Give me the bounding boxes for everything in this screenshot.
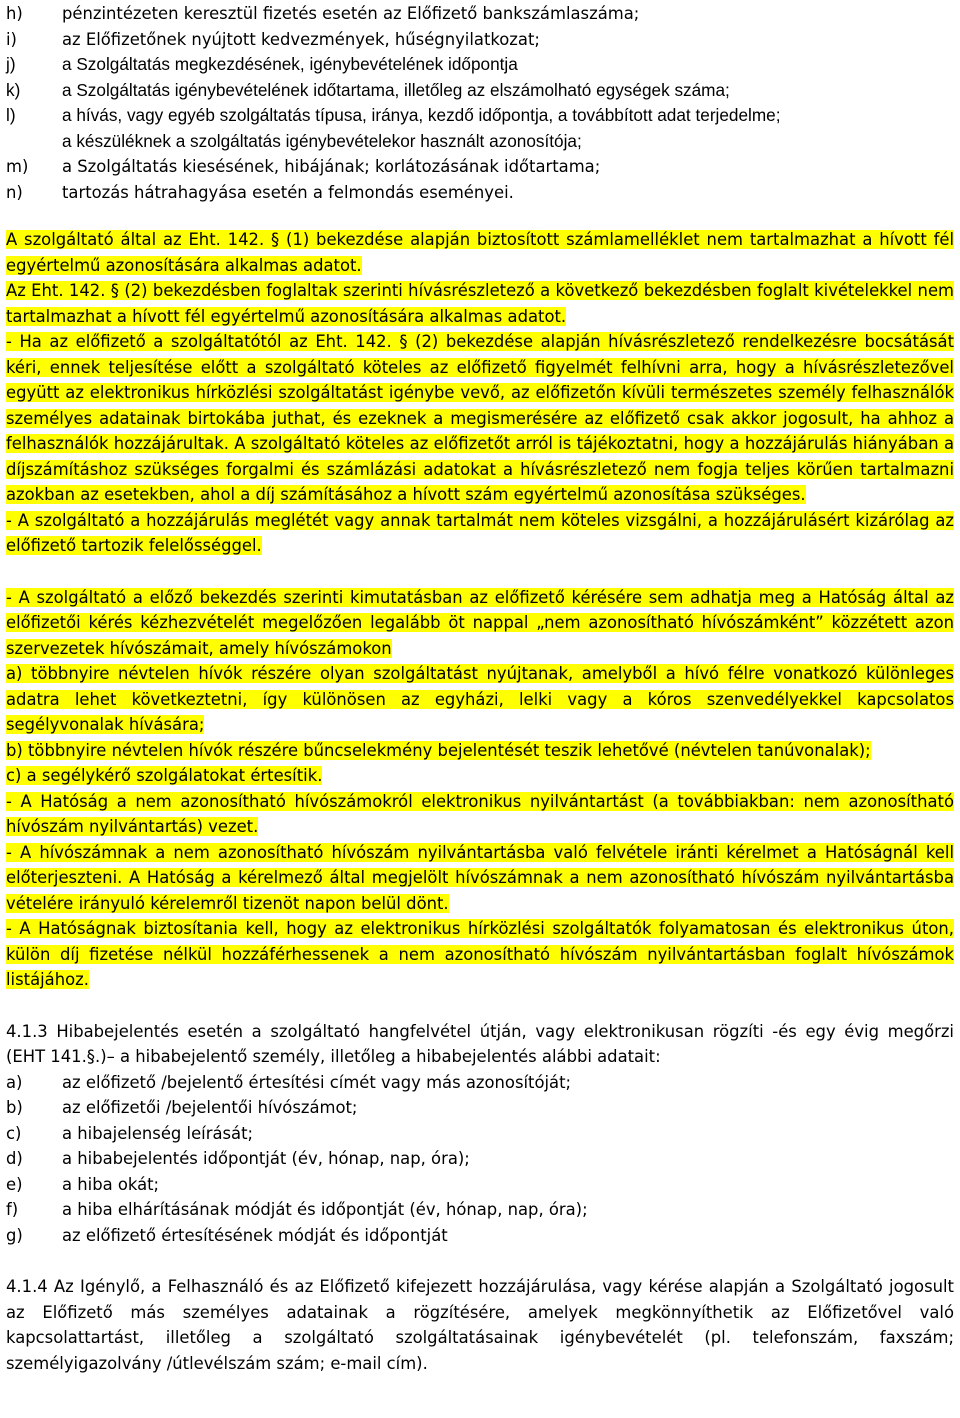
list-item: m) a Szolgáltatás kiesésének, hibájának; korlátozásának időtartama; bbox=[6, 157, 601, 176]
list-item: h) pénzintézeten keresztül fizetés esetén az Előfizető bankszámlaszáma; bbox=[6, 4, 640, 23]
highlight-paragraph: A szolgáltató által az Eht. 142. § (1) bekezdése alapján biztosított számlamelléklet nem tartalmazhat a hívott fél egyértelmű azonosítására alkalmas adatot. bbox=[6, 230, 954, 275]
subscriber-data-list bbox=[0, 0, 960, 205]
highlight-paragraph: Az Eht. 142. § (2) bekezdésben foglaltak szerinti hívásrészletező a következő bekezdésben foglalt kivételekkel nem tartalmazhat a hívott fél egyértelmű azonosítására alkalmas adatot. bbox=[6, 281, 954, 326]
list-item: b) az előfizetői /bejelentői hívószámot; bbox=[6, 1098, 358, 1117]
list-item: a) az előfizető /bejelentő értesítési címét vagy más azonosítóját; bbox=[6, 1072, 572, 1092]
list-item: l) a hívás, vagy egyéb szolgáltatás típusa, iránya, kezdő időpontja, a továbbított adat terjedelme; bbox=[6, 105, 781, 125]
list-item: d) a hibabejelentés időpontját (év, hónap, nap, óra); bbox=[6, 1149, 470, 1168]
list-item: j) a Szolgáltatás megkezdésének, igénybevételének időpontja bbox=[6, 54, 518, 74]
highlight-paragraph: - Ha az előfizető a szolgáltatótól az Eht. 142. § (2) bekezdése alapján hívásrészletező rendelkezésre bocsátását kéri, ennek teljesítése előtt a szolgáltató köteles az előfizető figyelmét felhívni arra, hogy a hívásrészletezővel együtt az elektronikus hírközlési szolgáltatást igénybe vevő, az előfizetőn kívüli természetes személy felhasználók személyes adatainak birtokába juthat, és ezeknek a megismerésére az előfizető csak akkor jogosult, ha ahhoz a felhasználók hozzájárultak. A szolgáltató köteles az előfizetőt arról is tájékoztatni, hogy a hozzájárulás hiányában a díjszámításhoz szükséges forgalmi és számlázási adatokat a hívásrészletező nem fogja teljes körűen tartalmazni azokban az esetekben, ahol a díj számításához a hívott szám egyértelmű azonosítása szükséges. bbox=[6, 332, 954, 504]
list-item: f) a hiba elhárításának módját és időpontját (év, hónap, nap, óra); bbox=[6, 1200, 588, 1219]
highlight-paragraph: - A hívószámnak a nem azonosítható hívószám nyilvántartásba való felvétele iránti kérelmet a Hatóságnál kell előterjeszteni. A Hatóság a kérelmező által megjelölt hívószámnak a nem azonosítható hívószám nyilvántartásba vételére irányuló kérelemről tizenöt napon belül dönt. bbox=[6, 842, 954, 913]
highlight-paragraph: c) a segélykérő szolgálatokat értesítik. bbox=[6, 766, 323, 785]
list-item: g) az előfizető értesítésének módját és időpontját bbox=[6, 1225, 448, 1245]
section-4-1-4: 4.1.4 Az Igénylő, a Felhasználó és az Előfizető kifejezett hozzájárulása, vagy kérése alapján a Szolgáltató jogosult az Előfizető más személyes adatainak a rögzítésére, amelyek megkönnyíthetik az Előfizetővel való kapcsolattartást, illetőleg a szolgáltató szolgáltatásainak igénybevételét (pl. telefonszám, faxszám; személyigazolvány /útlevélszám szám; e-mail cím). bbox=[6, 1277, 954, 1373]
list-item: e) a hiba okát; bbox=[6, 1174, 160, 1194]
list-item: c) a hibajelenség leírását; bbox=[6, 1123, 254, 1143]
spacer bbox=[0, 1248, 960, 1274]
highlight-paragraph: - A Hatóságnak biztosítania kell, hogy az elektronikus hírközlési szolgáltatók folyamatosan és elektronikus úton, külön díj fizetése nélkül hozzáférhessenek a nem azonosítható hívószám nyilvántartásban foglalt hívószámok listájához. bbox=[6, 919, 954, 989]
highlight-paragraph: a) többnyire névtelen hívók részére olyan szolgáltatást nyújtanak, amelyből a hívó félre vonatkozó különleges adatra lehet következtetni, így különösen az egyházi, lelki vagy a kóros szenvedélyekkel kapcsolatos segélyvonalak hívására; bbox=[6, 664, 954, 734]
section-4-1-3-intro: 4.1.3 Hibabejelentés esetén a szolgáltató hangfelvétel útján, vagy elektronikusan rögzíti -és egy évig megőrzi (EHT 141.§.)– a hibabejelentő személy, illetőleg a hibabejelentés alábbi adatait: bbox=[6, 1021, 954, 1066]
list-item: k) a Szolgáltatás igénybevételének időtartama, illetőleg az elszámolható egységek száma; bbox=[6, 79, 730, 100]
list-item: a készüléknek a szolgáltatás igénybevételekor használt azonosítója; bbox=[62, 130, 582, 151]
highlight-paragraph: b) többnyire névtelen hívók részére bűncselekmény bejelentését teszik lehetővé (névtelen tanúvonalak); bbox=[6, 740, 871, 760]
highlight-paragraph: - A szolgáltató a hozzájárulás meglétét vagy annak tartalmát nem köteles vizsgálni, a hozzájárulásért kizárólag az előfizető tartozik felelősséggel. bbox=[6, 510, 954, 555]
spacer bbox=[0, 559, 960, 585]
list-item: i) az Előfizetőnek nyújtott kedvezmények, hűségnyilatkozat; bbox=[6, 29, 540, 49]
highlight-paragraph: - A Hatóság a nem azonosítható hívószámokról elektronikus nyilvántartást (a továbbiakban: nem azonosítható hívószám nyilvántartás) vezet. bbox=[6, 791, 954, 836]
highlight-paragraph: - A szolgáltató a előző bekezdés szerinti kimutatásban az előfizető kérésére sem adhatja meg a Hatóság által az előfizetői kérés kézhezvételét megelőzően legalább öt nappal „nem azonosítható hívószámként” közzétett azon szervezetek hívószámait, amely hívószámokon bbox=[6, 587, 954, 658]
spacer bbox=[0, 993, 960, 1019]
fault-report-data-list bbox=[0, 1070, 960, 1249]
list-item: n) tartozás hátrahagyása esetén a felmondás eseményei. bbox=[6, 182, 514, 202]
spacer bbox=[0, 205, 960, 227]
